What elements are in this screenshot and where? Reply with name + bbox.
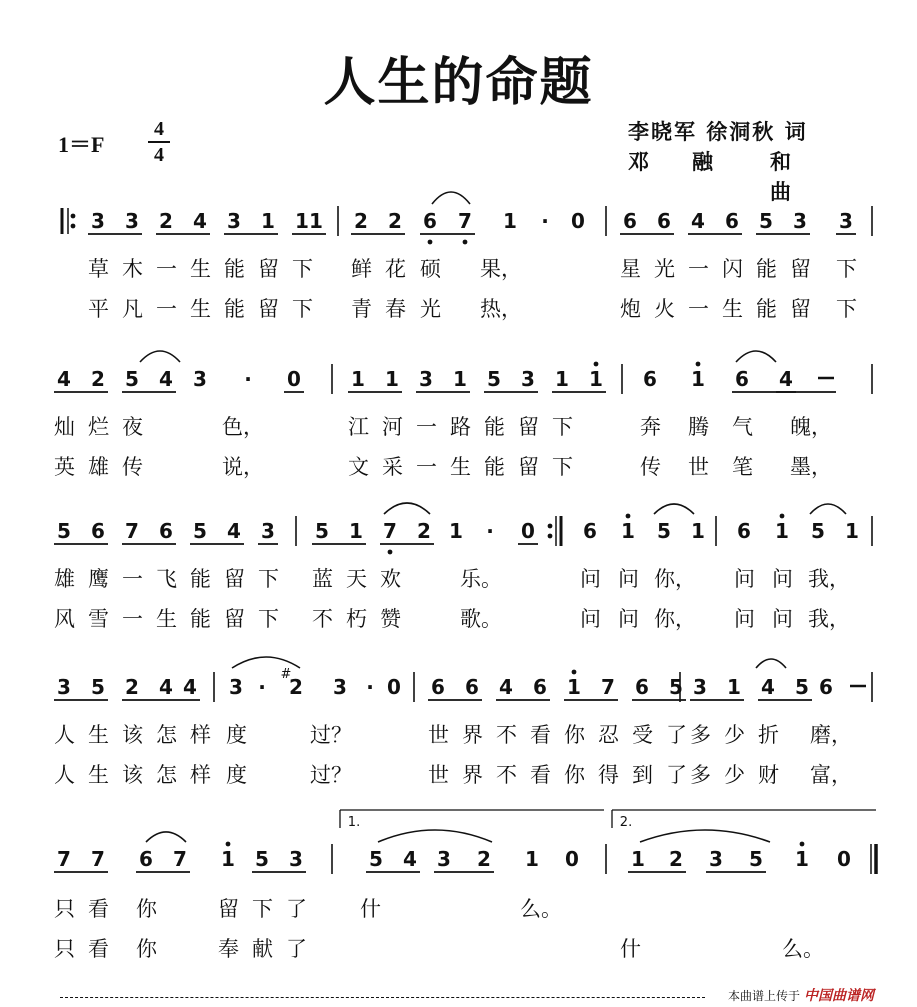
- note: 5: [657, 519, 671, 543]
- note-high: 1: [221, 847, 235, 871]
- lyric-verse2: 生: [156, 607, 177, 631]
- lyric-verse1: 了: [286, 897, 307, 921]
- slur: [432, 192, 470, 204]
- lyric-verse1: 问: [734, 567, 755, 591]
- lyric-verse1: 留: [224, 567, 245, 591]
- lyric-verse1: 界: [462, 723, 483, 747]
- note: 5: [811, 519, 825, 543]
- composer-credit-part: 邓: [628, 150, 649, 174]
- lyric-verse1: 留: [258, 257, 279, 281]
- lyric-verse2: 我，: [808, 607, 850, 631]
- note: 1: [845, 519, 859, 543]
- lyric-verse2: 不: [312, 607, 333, 631]
- lyric-verse2: 留: [258, 297, 279, 321]
- lyric-verse1: 能: [484, 415, 505, 439]
- lyric-verse1: 受: [632, 723, 653, 747]
- lyric-verse2: 火: [654, 297, 675, 321]
- note: 4: [499, 675, 513, 699]
- note: 6: [737, 519, 751, 543]
- lyric-verse1: 问: [772, 567, 793, 591]
- lyric-verse2: 界: [462, 763, 483, 787]
- note: 1: [385, 367, 399, 391]
- note: 0: [837, 847, 851, 871]
- footer-text: 本曲谱上传于: [728, 989, 801, 1003]
- note: 4: [779, 367, 793, 391]
- lyric-verse1: 留: [790, 257, 811, 281]
- lyric-verse2: 光: [420, 297, 441, 321]
- lyric-verse1: 么。: [520, 897, 562, 921]
- note: ·: [541, 209, 549, 233]
- note: 1: [295, 209, 309, 233]
- composer-credit-part: 和曲: [770, 150, 815, 204]
- lyric-verse2: 你，: [654, 607, 696, 631]
- lyric-verse1: 下: [252, 897, 273, 921]
- note: 2: [477, 847, 491, 871]
- lyric-verse1: 下: [836, 257, 857, 281]
- lyric-verse1: 花: [385, 257, 406, 281]
- lyric-verse2: 春: [385, 297, 406, 321]
- lyric-verse1: 草: [88, 257, 109, 281]
- lyric-verse1: 问: [618, 567, 639, 591]
- note: 5: [255, 847, 269, 871]
- lyric-verse2: 一: [416, 455, 437, 479]
- slur: [654, 504, 694, 514]
- note: 3: [793, 209, 807, 233]
- note: 4: [193, 209, 207, 233]
- lyric-verse2: 生: [722, 297, 743, 321]
- note: 7: [601, 675, 615, 699]
- lyric-verse1: 什: [360, 897, 381, 921]
- lyric-verse1: 生: [88, 723, 109, 747]
- note: 5: [193, 519, 207, 543]
- lyric-verse1: 下: [552, 415, 573, 439]
- lyric-verse1: 果，: [480, 257, 522, 281]
- note-high: 1: [775, 519, 789, 543]
- lyric-verse2: 财: [758, 763, 779, 787]
- lyric-verse1: 世: [428, 723, 449, 747]
- lyric-verse2: 少: [724, 763, 745, 787]
- lyric-verse1: 能: [190, 567, 211, 591]
- lyric-verse1: 你，: [654, 567, 696, 591]
- lyric-verse2: 下: [258, 607, 279, 631]
- lyric-verse2: 生: [450, 455, 471, 479]
- octave-dot-above: [626, 514, 631, 519]
- note: 0: [387, 675, 401, 699]
- note: 4: [159, 367, 173, 391]
- note: 7: [57, 847, 71, 871]
- slur: [756, 659, 786, 668]
- note: 5: [759, 209, 773, 233]
- note: 3: [419, 367, 433, 391]
- note: 7: [458, 209, 472, 233]
- octave-dot-above: [800, 842, 805, 847]
- note: 5: [125, 367, 139, 391]
- note: 5: [91, 675, 105, 699]
- page-title: 人生的命题: [323, 53, 594, 113]
- note: ·: [486, 519, 494, 543]
- note: 6: [583, 519, 597, 543]
- lyric-verse2: 能: [756, 297, 777, 321]
- slur: [146, 832, 186, 842]
- lyric-verse2: 采: [382, 455, 403, 479]
- lyric-verse2: 青: [351, 297, 372, 321]
- footer-rule: [60, 997, 705, 998]
- lyric-verse1: 夜: [122, 415, 143, 439]
- lyric-verse2: 人: [54, 763, 75, 787]
- lyric-verse2: 雄: [88, 455, 109, 479]
- note: 6: [423, 209, 437, 233]
- note: 6: [725, 209, 739, 233]
- lyric-verse1: 星: [620, 257, 641, 281]
- lyric-verse1: 折: [758, 723, 779, 747]
- lyric-verse1: 鹰: [88, 567, 109, 591]
- lyric-verse1: 硕: [420, 257, 441, 281]
- lyric-verse2: 风: [54, 607, 75, 631]
- note: 4: [227, 519, 241, 543]
- lyric-verse2: 问: [772, 607, 793, 631]
- note: 6: [91, 519, 105, 543]
- lyric-verse2: 富，: [810, 763, 852, 787]
- octave-dot-below: [463, 240, 468, 245]
- lyric-verse1: 烂: [88, 415, 109, 439]
- note: 6: [159, 519, 173, 543]
- lyric-verse1: 色，: [222, 415, 264, 439]
- note: 5: [487, 367, 501, 391]
- lyric-verse2: 能: [484, 455, 505, 479]
- lyric-verse1: 一: [416, 415, 437, 439]
- note: 3: [437, 847, 451, 871]
- lyric-verse1: 不: [496, 723, 517, 747]
- note: 3: [229, 675, 243, 699]
- lyric-verse2: 多: [690, 763, 711, 787]
- lyric-verse2: 了: [286, 937, 307, 961]
- note: 6: [735, 367, 749, 391]
- note: 3: [693, 675, 707, 699]
- note: 6: [465, 675, 479, 699]
- note: 1: [261, 209, 275, 233]
- lyric-verse1: 磨，: [810, 723, 852, 747]
- note-high: 1: [621, 519, 635, 543]
- note: 2: [417, 519, 431, 543]
- lyric-verse2: 留: [518, 455, 539, 479]
- note: 5: [669, 675, 683, 699]
- note: 2: [125, 675, 139, 699]
- lyric-verse2: 只: [54, 937, 75, 961]
- note: 2: [289, 675, 303, 699]
- octave-dot-above: [572, 670, 577, 675]
- note: 1: [691, 519, 705, 543]
- octave-dot-below: [388, 550, 393, 555]
- lyric-verse1: 一: [122, 567, 143, 591]
- lyric-verse2: 传: [640, 455, 661, 479]
- lyric-verse1: 怎: [156, 723, 177, 747]
- note: ·: [258, 675, 266, 699]
- lyric-verse2: 下: [552, 455, 573, 479]
- lyric-verse2: 看: [88, 937, 109, 961]
- note: 6: [635, 675, 649, 699]
- slur: [810, 504, 846, 514]
- note: 5: [795, 675, 809, 699]
- note: 2: [388, 209, 402, 233]
- note: 3: [333, 675, 347, 699]
- note: 1: [449, 519, 463, 543]
- lyric-verse2: 赞: [380, 607, 401, 631]
- lyric-verse1: 留: [518, 415, 539, 439]
- lyric-verse2: 了: [666, 763, 687, 787]
- lyric-verse1: 下: [292, 257, 313, 281]
- repeat-dot: [548, 524, 553, 529]
- note: 5: [57, 519, 71, 543]
- note: 4: [183, 675, 197, 699]
- note: 6: [139, 847, 153, 871]
- lyric-verse1: 闪: [722, 257, 743, 281]
- note: ·: [244, 367, 252, 391]
- lyric-verse2: 你: [564, 763, 585, 787]
- lyric-verse2: 该: [122, 763, 143, 787]
- lyric-verse1: 奔: [640, 415, 661, 439]
- note: 0: [287, 367, 301, 391]
- octave-dot-below: [428, 240, 433, 245]
- lyric-verse2: 献: [252, 937, 273, 961]
- octave-dot-above: [226, 842, 231, 847]
- repeat-dot: [71, 224, 76, 229]
- lyric-verse2: 生: [88, 763, 109, 787]
- lyric-verse1: 江: [348, 415, 369, 439]
- slur: [384, 503, 430, 514]
- key-signature: 1＝F: [58, 132, 105, 157]
- lyric-verse1: 样: [190, 723, 211, 747]
- lyric-verse2: 什: [620, 937, 641, 961]
- volta-number: 1.: [347, 815, 361, 830]
- lyric-verse2: 文: [348, 455, 369, 479]
- note: 1: [453, 367, 467, 391]
- lyric-verse2: 样: [190, 763, 211, 787]
- note: 3: [709, 847, 723, 871]
- slur: [378, 830, 492, 842]
- lyric-verse2: 下: [836, 297, 857, 321]
- lyric-verse2: 炮: [620, 297, 641, 321]
- note: 2: [159, 209, 173, 233]
- site-logo: 中国曲谱网: [804, 988, 875, 1004]
- lyric-verse2: 过？: [310, 763, 352, 787]
- lyricist-credit: 李晓军 徐洞秋 词: [628, 120, 808, 144]
- octave-dot-above: [780, 514, 785, 519]
- lyric-verse2: 能: [190, 607, 211, 631]
- lyric-verse2: 问: [580, 607, 601, 631]
- lyric-verse2: 笔: [732, 455, 753, 479]
- lyric-verse1: 能: [224, 257, 245, 281]
- note: 4: [403, 847, 417, 871]
- note: 4: [691, 209, 705, 233]
- lyric-verse1: 河: [382, 415, 403, 439]
- lyric-verse2: 热，: [480, 297, 522, 321]
- note: 2: [669, 847, 683, 871]
- lyric-verse2: 一: [122, 607, 143, 631]
- lyric-verse2: 奉: [218, 937, 239, 961]
- lyric-verse1: 飞: [156, 567, 177, 591]
- lyric-verse1: 你: [564, 723, 585, 747]
- lyric-verse2: 生: [190, 297, 211, 321]
- lyric-verse1: 该: [122, 723, 143, 747]
- note: 5: [369, 847, 383, 871]
- lyric-verse1: 人: [54, 723, 75, 747]
- lyric-verse2: 世: [688, 455, 709, 479]
- lyric-verse2: 英: [54, 455, 75, 479]
- note: 7: [125, 519, 139, 543]
- lyric-verse1: 看: [530, 723, 551, 747]
- note: 1: [349, 519, 363, 543]
- lyric-verse1: 问: [580, 567, 601, 591]
- lyric-verse2: 传: [122, 455, 143, 479]
- lyric-verse1: 生: [190, 257, 211, 281]
- lyric-verse2: 歌。: [460, 607, 502, 631]
- note: 7: [383, 519, 397, 543]
- lyric-verse2: 得: [598, 763, 619, 787]
- time-signature-top: 4: [154, 118, 164, 140]
- composer-credit-part: 融: [692, 150, 713, 174]
- lyric-verse1: 忍: [598, 723, 619, 747]
- note: 1: [351, 367, 365, 391]
- lyric-verse2: 雪: [88, 607, 109, 631]
- lyric-verse1: 留: [218, 897, 239, 921]
- lyric-verse2: 凡: [122, 297, 143, 321]
- note: 6: [643, 367, 657, 391]
- octave-dot-above: [696, 362, 701, 367]
- lyric-verse1: 一: [156, 257, 177, 281]
- lyric-verse1: 一: [688, 257, 709, 281]
- lyric-verse2: 问: [734, 607, 755, 631]
- lyric-verse2: 墨，: [790, 455, 832, 479]
- lyric-verse1: 魄，: [790, 415, 832, 439]
- note: 3: [261, 519, 275, 543]
- lyric-verse1: 鲜: [351, 257, 372, 281]
- lyric-verse2: 不: [496, 763, 517, 787]
- note: 2: [354, 209, 368, 233]
- note: 6: [819, 675, 833, 699]
- lyric-verse2: 么。: [782, 937, 824, 961]
- note: 0: [565, 847, 579, 871]
- note: 3: [91, 209, 105, 233]
- lyric-verse1: 度: [226, 723, 247, 747]
- note: 1: [309, 209, 323, 233]
- note: 4: [57, 367, 71, 391]
- lyric-verse1: 乐。: [460, 567, 502, 591]
- note-high: 1: [795, 847, 809, 871]
- note-high: 1: [589, 367, 603, 391]
- note: 1: [503, 209, 517, 233]
- note-high: 1: [567, 675, 581, 699]
- note: 3: [227, 209, 241, 233]
- lyric-verse1: 欢: [380, 567, 401, 591]
- lyric-verse2: 下: [292, 297, 313, 321]
- lyric-verse2: 你: [136, 937, 157, 961]
- note: 6: [533, 675, 547, 699]
- lyric-verse2: 怎: [156, 763, 177, 787]
- lyric-verse2: 能: [224, 297, 245, 321]
- lyric-verse1: 多: [690, 723, 711, 747]
- lyric-verse1: 能: [756, 257, 777, 281]
- note: 3: [839, 209, 853, 233]
- lyric-verse2: 看: [530, 763, 551, 787]
- note: 1: [631, 847, 645, 871]
- lyric-verse1: 看: [88, 897, 109, 921]
- slur: [140, 351, 180, 362]
- note: 6: [431, 675, 445, 699]
- lyric-verse2: 问: [618, 607, 639, 631]
- repeat-dot: [71, 214, 76, 219]
- sharp-sign: #: [280, 667, 292, 682]
- note: 7: [173, 847, 187, 871]
- note: 4: [761, 675, 775, 699]
- note: 4: [159, 675, 173, 699]
- note: 3: [289, 847, 303, 871]
- note: 1: [555, 367, 569, 391]
- note: ·: [366, 675, 374, 699]
- lyric-verse1: 路: [450, 415, 471, 439]
- lyric-verse1: 腾: [688, 415, 709, 439]
- note: 3: [521, 367, 535, 391]
- lyric-verse1: 过？: [310, 723, 352, 747]
- lyric-verse2: 度: [226, 763, 247, 787]
- lyric-verse2: 到: [632, 763, 653, 787]
- note: 5: [749, 847, 763, 871]
- lyric-verse2: 一: [156, 297, 177, 321]
- lyric-verse2: 一: [688, 297, 709, 321]
- lyric-verse2: 留: [790, 297, 811, 321]
- lyric-verse1: 灿: [54, 415, 75, 439]
- time-signature-bottom: 4: [154, 144, 164, 166]
- lyric-verse1: 天: [346, 567, 367, 591]
- note: 2: [91, 367, 105, 391]
- lyric-verse2: 留: [224, 607, 245, 631]
- lyric-verse1: 下: [258, 567, 279, 591]
- lyric-verse1: 雄: [54, 567, 75, 591]
- lyric-verse1: 少: [724, 723, 745, 747]
- octave-dot-above: [594, 362, 599, 367]
- note-high: 1: [691, 367, 705, 391]
- lyric-verse1: 了: [666, 723, 687, 747]
- note: 5: [315, 519, 329, 543]
- lyric-verse1: 光: [654, 257, 675, 281]
- volta-number: 2.: [619, 815, 633, 830]
- lyric-verse1: 我，: [808, 567, 850, 591]
- repeat-dot: [548, 534, 553, 539]
- note: 3: [193, 367, 207, 391]
- slur: [640, 830, 770, 842]
- note: 6: [657, 209, 671, 233]
- note: 0: [521, 519, 535, 543]
- note: 7: [91, 847, 105, 871]
- note: 1: [727, 675, 741, 699]
- lyric-verse2: 说，: [222, 455, 264, 479]
- lyric-verse2: 朽: [346, 607, 367, 631]
- note: 6: [623, 209, 637, 233]
- note: 3: [57, 675, 71, 699]
- lyric-verse2: 世: [428, 763, 449, 787]
- note: 3: [125, 209, 139, 233]
- lyric-verse1: 只: [54, 897, 75, 921]
- lyric-verse1: 蓝: [312, 567, 333, 591]
- note: 0: [571, 209, 585, 233]
- slur: [736, 351, 776, 362]
- note: 1: [525, 847, 539, 871]
- lyric-verse1: 气: [732, 415, 753, 439]
- lyric-verse2: 平: [88, 297, 109, 321]
- lyric-verse1: 木: [122, 257, 143, 281]
- footer-upload-note: [728, 985, 874, 1005]
- lyric-verse1: 你: [136, 897, 157, 921]
